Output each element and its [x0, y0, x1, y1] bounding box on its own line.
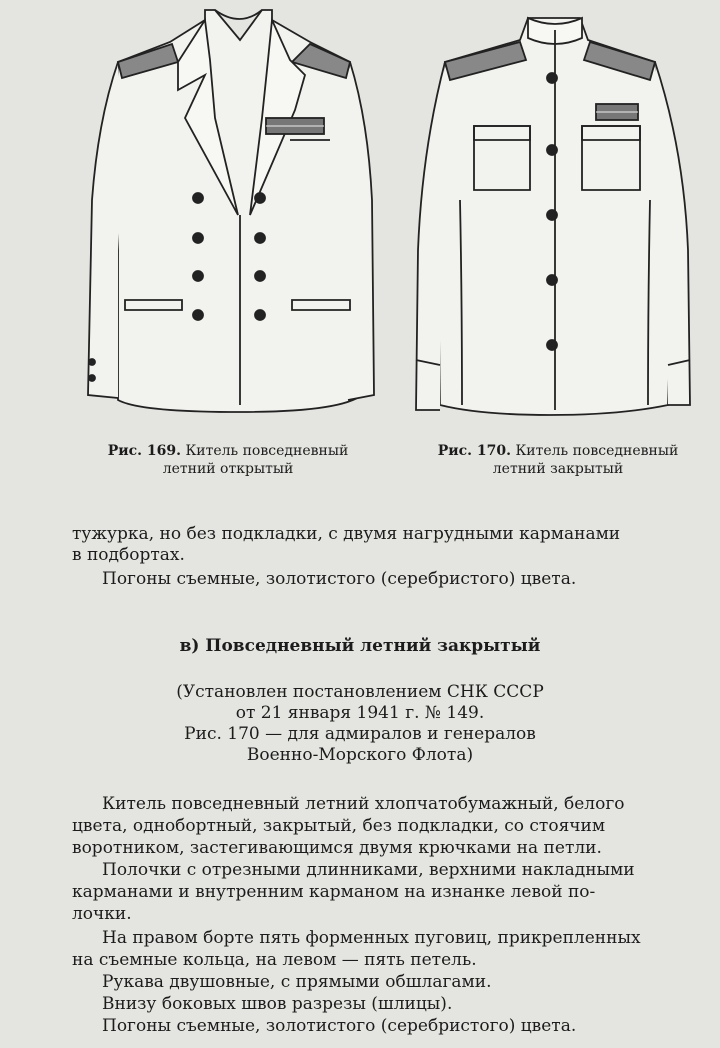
decree-line1: (Установлен постановлением СНК СССР [176, 682, 544, 702]
decree-line3: Рис. 170 — для адмиралов и генералов [184, 724, 536, 744]
body-top-line3: Погоны съемные, золотистого (серебристого) цвета. [102, 569, 577, 589]
figure-170-label: Рис. 170. [437, 443, 511, 459]
jacket-open-illustration [88, 10, 374, 412]
figure-169-caption-line1: Китель повседневный [185, 443, 349, 459]
description-p3-line1: На правом борте пять форменных пуговиц, прикрепленных [102, 928, 641, 948]
description-p2-line2: карманами и внутренним карманом на изнанке левой по- [72, 882, 596, 902]
figure-170-caption-line1: Китель повседневный [515, 443, 679, 459]
body-top-line2: в подбортах. [72, 545, 185, 565]
description-p3-line2: на съемные кольца, на левом — пять петель. [72, 950, 477, 970]
description-p6: Погоны съемные, золотистого (серебристого) цвета. [102, 1016, 577, 1036]
jacket-closed-illustration [416, 18, 690, 415]
figure-170-caption [408, 442, 708, 478]
figure-169-label: Рис. 169. [107, 443, 181, 459]
decree-line4: Военно-Морского Флота) [246, 745, 474, 765]
decree-line2: от 21 января 1941 г. № 149. [235, 703, 485, 723]
description-p1-line1: Китель повседневный летний хлопчатобумажный, белого [102, 794, 625, 814]
description-p5: Внизу боковых швов разрезы (шлицы). [102, 994, 453, 1014]
figure-169-caption [78, 442, 378, 478]
description-p4: Рукава двушовные, с прямыми обшлагами. [102, 972, 492, 992]
figure-170-caption-line2: летний закрытый [492, 461, 624, 477]
description-p2-line1: Полочки с отрезными длинниками, верхними накладными [102, 860, 635, 880]
section-heading: в) Повседневный летний закрытый [179, 636, 541, 656]
body-top-line1: тужурка, но без подкладки, с двумя нагрудными карманами [72, 524, 621, 544]
figure-169-caption-line2: летний открытый [162, 461, 294, 477]
description-p1-line2: цвета, однобортный, закрытый, без подкладки, со стоячим [72, 816, 606, 836]
description-p2-line3: лочки. [72, 904, 132, 924]
figures [0, 0, 720, 440]
description-p1-line3: воротником, застегивающимся двумя крючками на петли. [72, 838, 602, 858]
